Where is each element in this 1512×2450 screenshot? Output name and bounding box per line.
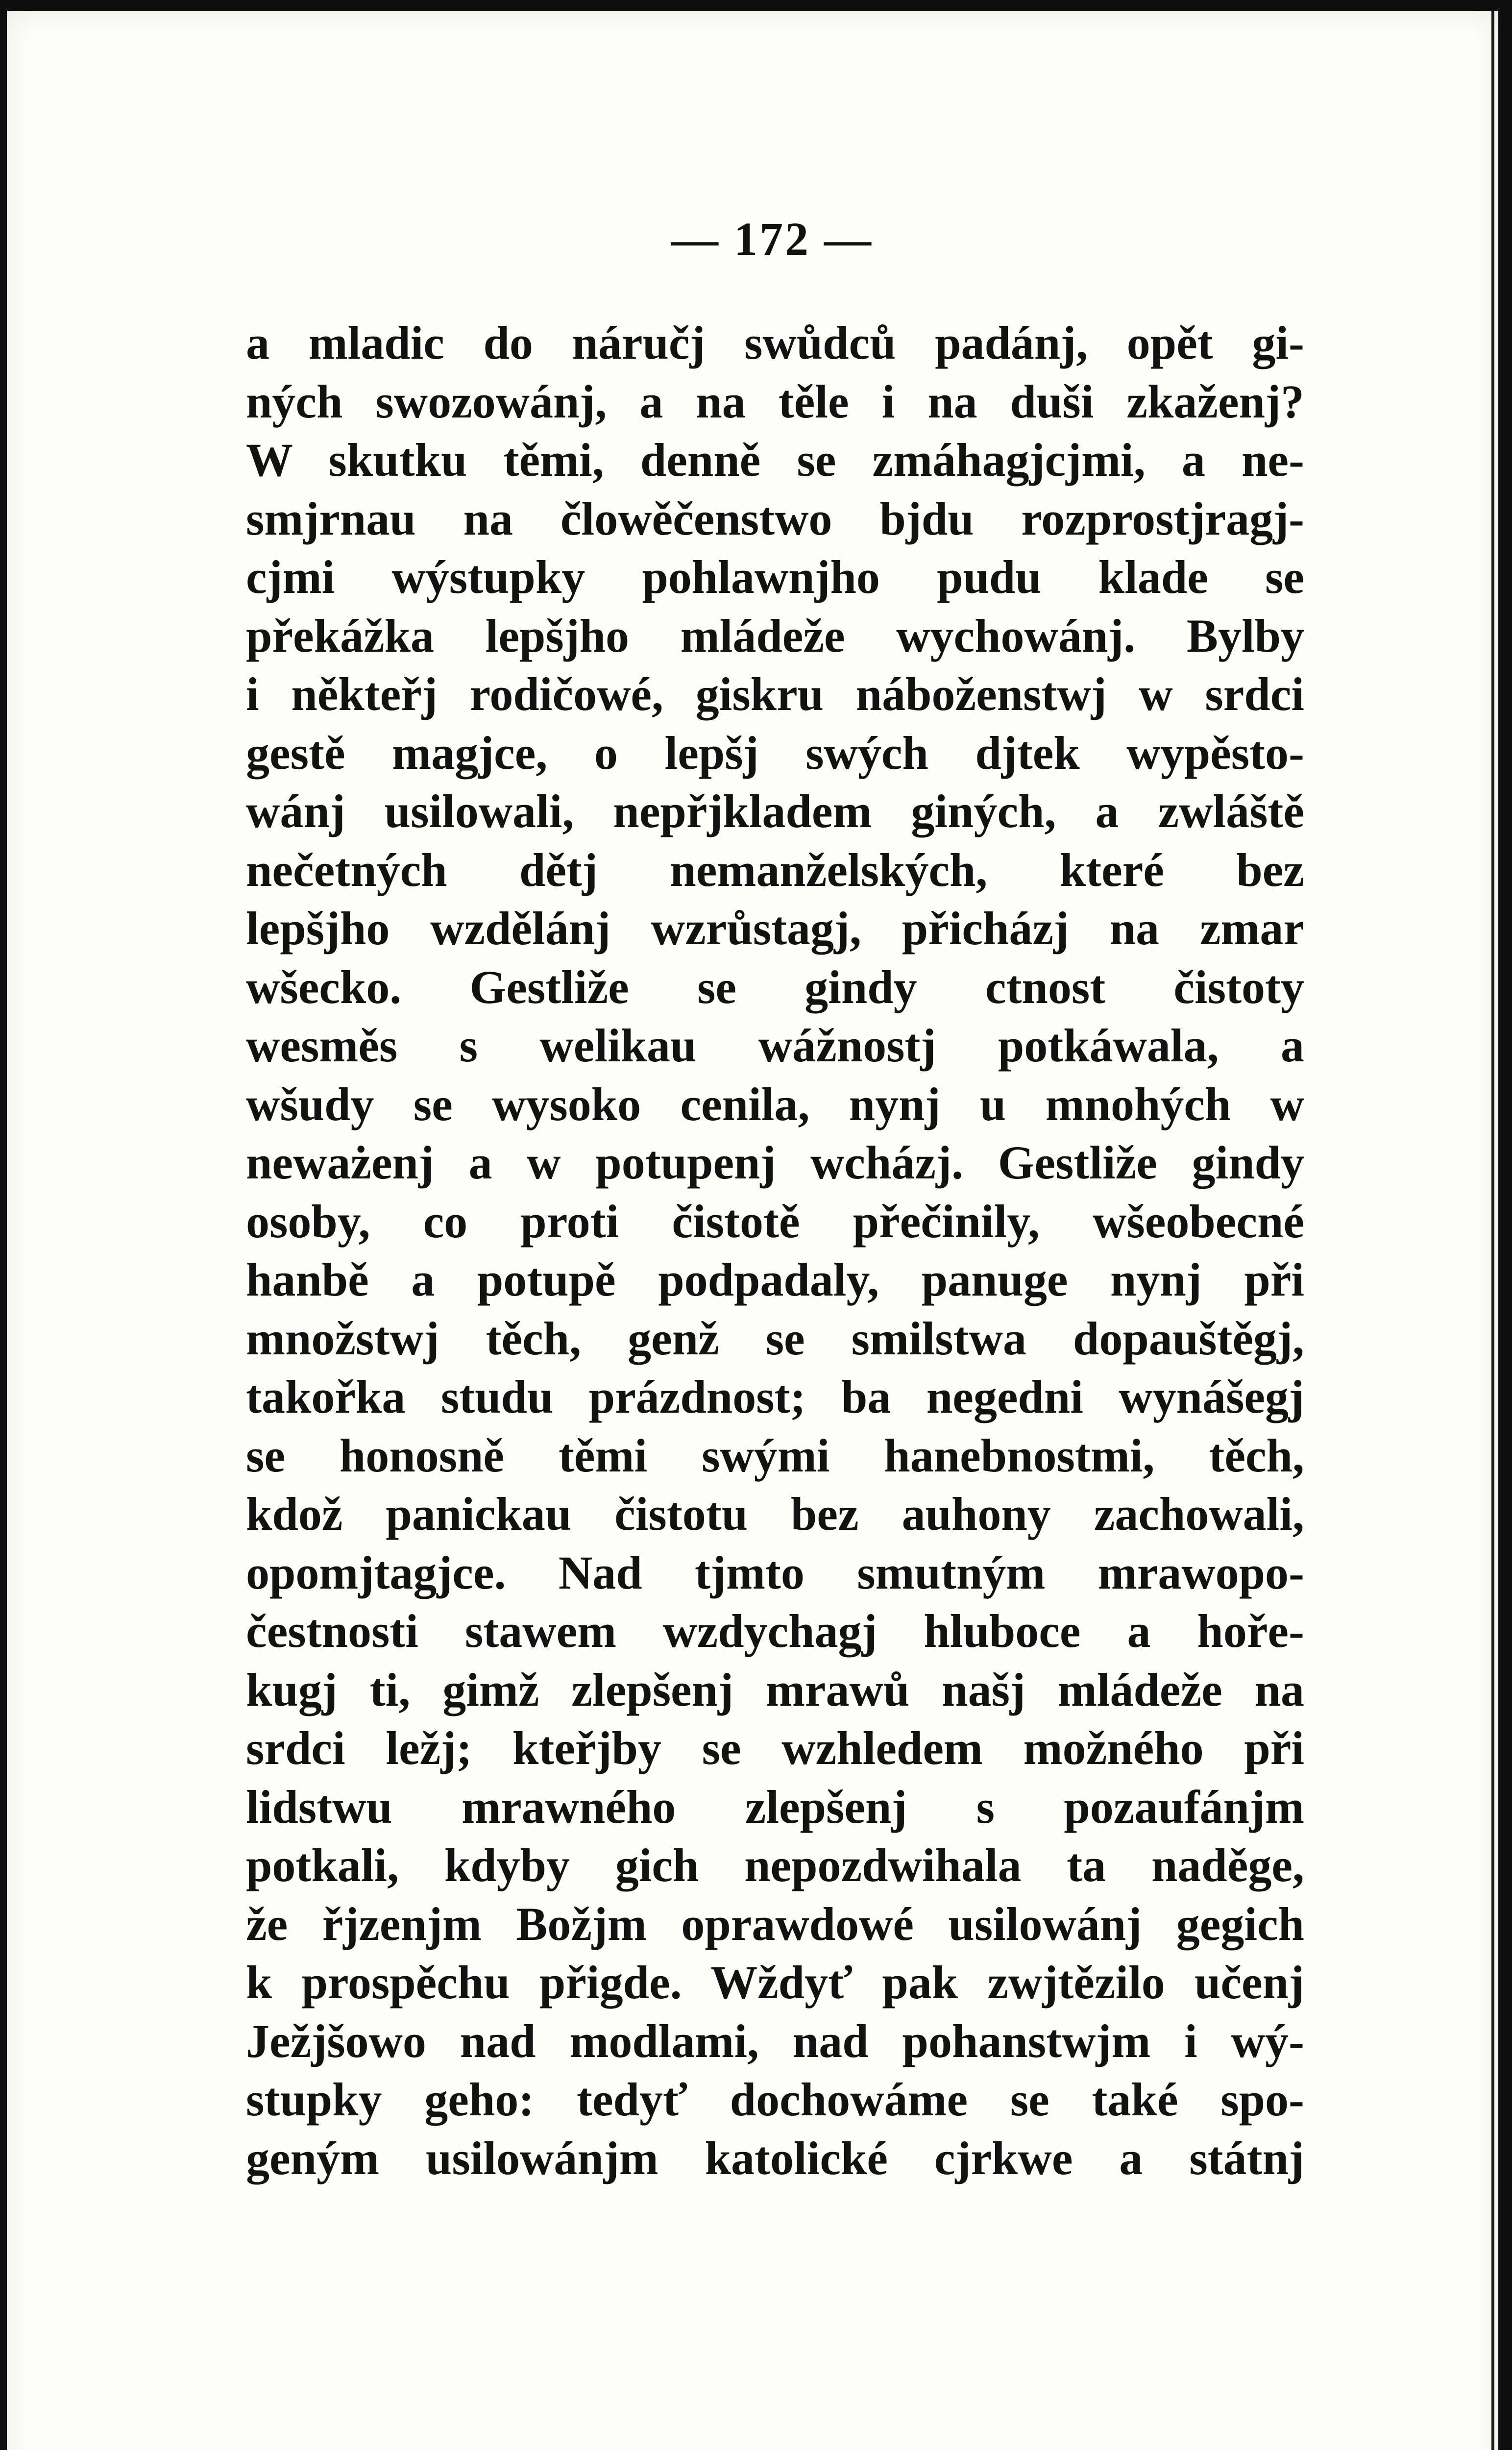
text-line: cjmi wýstupky pohlawnjho pudu klade se bbox=[246, 551, 1304, 603]
text-line: že řjzenjm Božjm oprawdowé usilowánj gegich bbox=[246, 1897, 1304, 1950]
text-line: W skutku těmi, denně se zmáhagjcjmi, a ne- bbox=[246, 434, 1304, 486]
text-line: Ježjšowo nad modlami, nad pohanstwjm i wý- bbox=[246, 2014, 1304, 2067]
text-line: wšudy se wysoko cenila, nynj u mnohých w bbox=[246, 1078, 1304, 1130]
text-line: ných swozowánj, a na těle i na duši zkaženj? bbox=[246, 375, 1304, 428]
text-line: opomjtagjce. Nad tjmto smutným mrawopo- bbox=[246, 1546, 1304, 1599]
text-line: k prospěchu přigde. Wždyť pak zwjtězilo učenj bbox=[246, 1956, 1304, 2009]
text-line: množstwj těch, genž se smilstwa dopauštěgj, bbox=[246, 1312, 1304, 1365]
text-line: nečetných dětj nemanželských, které bez bbox=[246, 843, 1304, 896]
text-line: wšecko. Gestliže se gindy ctnost čistoty bbox=[246, 960, 1304, 1013]
text-line: osoby, co proti čistotě přečinily, wšeobecné bbox=[246, 1195, 1304, 1248]
book-page bbox=[7, 11, 1498, 2450]
text-line: geným usilowánjm katolické cjrkwe a státnj bbox=[246, 2132, 1304, 2184]
text-line: srdci ležj; kteřjby se wzhledem možného při bbox=[246, 1722, 1304, 1774]
page-number: — 172 — bbox=[671, 213, 873, 265]
text-line: čestnosti stawem wzdychagj hluboce a hoře- bbox=[246, 1605, 1304, 1657]
text-line: a mladic do náručj swůdců padánj, opět gi- bbox=[246, 317, 1304, 369]
text-line: potkali, kdyby gich nepozdwihala ta naděge, bbox=[246, 1839, 1304, 1891]
page-edge bbox=[1491, 11, 1494, 2450]
text-line: gestě magjce, o lepšj swých djtek wypěsto- bbox=[246, 726, 1304, 779]
text-line: neważenj a w potupenj wcházj. Gestliže gindy bbox=[246, 1136, 1304, 1189]
text-line: takořka studu prázdnost; ba negedni wynášegj bbox=[246, 1371, 1304, 1423]
body-text bbox=[246, 314, 1304, 2187]
text-line: překážka lepšjho mládeže wychowánj. Bylby bbox=[246, 609, 1304, 662]
text-line: lidstwu mrawného zlepšenj s pozaufánjm bbox=[246, 1780, 1304, 1833]
text-line: wesměs s welikau wážnostj potkáwala, a bbox=[246, 1019, 1304, 1072]
text-line: lepšjho wzdělánj wzrůstagj, přicházj na zmar bbox=[246, 902, 1304, 955]
text-line: kdož panickau čistotu bez auhony zachowali, bbox=[246, 1488, 1304, 1540]
text-line: se honosně těmi swými hanebnostmi, těch, bbox=[246, 1429, 1304, 1482]
text-line: stupky geho: tedyť dochowáme se také spo- bbox=[246, 2073, 1304, 2126]
text-line: kugj ti, gimž zlepšenj mrawů našj mládeže na bbox=[246, 1663, 1304, 1716]
text-line: hanbě a potupě podpadaly, panuge nynj při bbox=[246, 1253, 1304, 1306]
text-line: i někteřj rodičowé, giskru náboženstwj w srdci bbox=[246, 668, 1304, 720]
text-line: wánj usilowali, nepřjkladem giných, a zwláště bbox=[246, 785, 1304, 837]
text-line: smjrnau na člowěčenstwo bjdu rozprostjragj- bbox=[246, 492, 1304, 545]
